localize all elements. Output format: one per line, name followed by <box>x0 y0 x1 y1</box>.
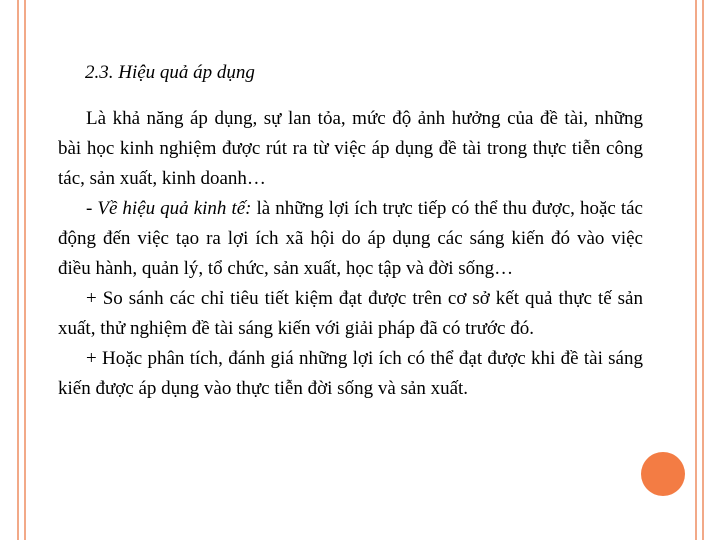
paragraph-analysis: + Hoặc phân tích, đánh giá những lợi ích có thể đạt được khi đề tài sáng kiến được áp dụng vào thực tiễn đời sống và sản xuất. <box>58 348 643 399</box>
slide-content <box>58 58 643 404</box>
paragraph-comparison: + So sánh các chỉ tiêu tiết kiệm đạt được trên cơ sở kết quả thực tế sản xuất, thử nghiệm đề tài sáng kiến với giải pháp đã có trước đó. <box>58 288 643 339</box>
decorative-circle <box>641 452 685 496</box>
right-frame-line-inner <box>695 0 697 540</box>
section-heading: 2.3. Hiệu quả áp dụng <box>85 62 255 83</box>
economic-efficiency-text: là những lợi ích trực tiếp có thể thu được, hoặc tác động đến việc tạo ra lợi ích xã hội do áp dụng các sáng kiến đó vào việc điều hành, quản lý, tổ chức, sản xuất, học tập và đời sống… <box>58 198 643 279</box>
paragraph-economic-efficiency <box>58 194 643 284</box>
left-frame-line-inner <box>24 0 26 540</box>
left-frame-line-outer <box>17 0 19 540</box>
economic-efficiency-label: Về hiệu quả kinh tế: <box>97 198 252 219</box>
paragraph-applicability: Là khả năng áp dụng, sự lan tỏa, mức độ ảnh hưởng của đề tài, những bài học kinh nghiệm được rút ra từ việc áp dụng đề tài trong thực tiễn công tác, sản xuất, kinh doanh… <box>58 108 643 189</box>
paragraph-prefix: - <box>86 198 98 219</box>
right-frame-line-outer <box>702 0 704 540</box>
